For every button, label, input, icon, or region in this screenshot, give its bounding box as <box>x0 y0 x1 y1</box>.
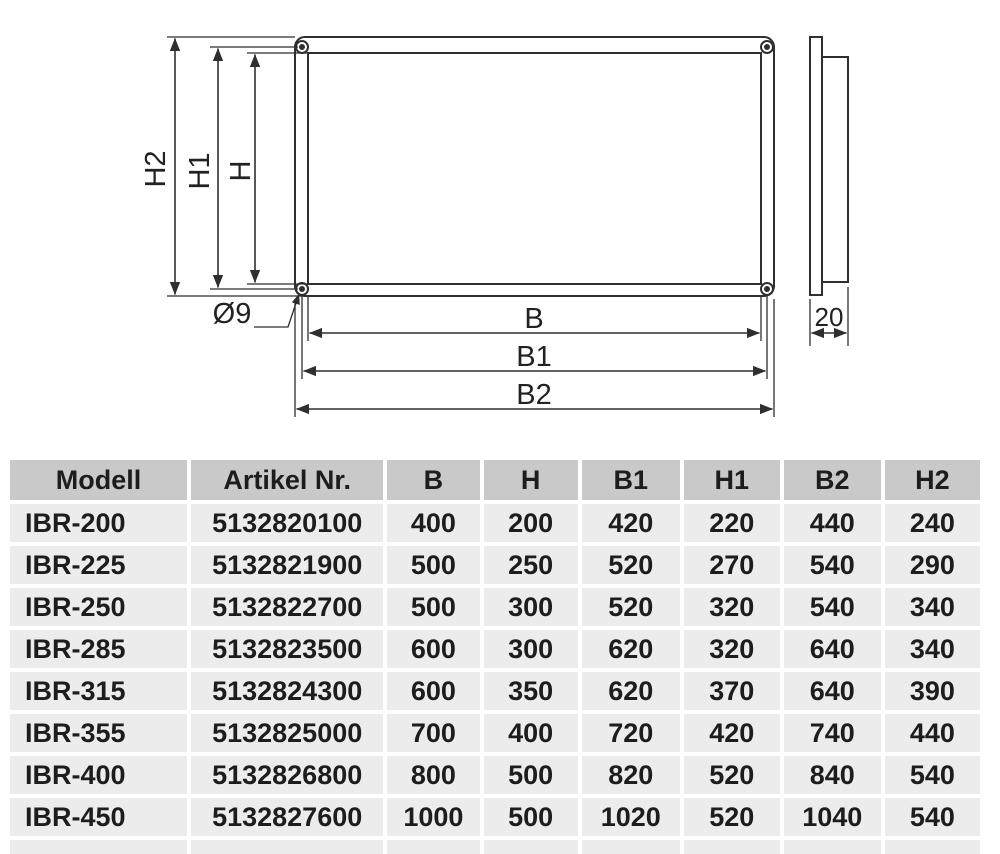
value-cell: 240 <box>885 504 980 542</box>
value-cell: 320 <box>684 630 780 668</box>
value-cell: 720 <box>582 714 680 752</box>
value-cell: 640 <box>784 672 881 710</box>
value-cell: 5132822700 <box>191 588 383 626</box>
table-row <box>10 630 980 668</box>
clipped-row-cell <box>885 840 980 854</box>
hole-top-right-center <box>764 44 770 50</box>
table-row <box>10 546 980 584</box>
value-cell: 820 <box>582 756 680 794</box>
table-header-row <box>10 460 980 500</box>
model-cell: IBR-200 <box>10 504 187 542</box>
value-cell: 540 <box>784 546 881 584</box>
dim-label-b2: B2 <box>516 379 552 411</box>
value-cell: 540 <box>885 756 980 794</box>
value-cell: 440 <box>784 504 881 542</box>
table-row <box>10 756 980 794</box>
clipped-row-cell <box>191 840 383 854</box>
corner-holes <box>296 41 773 295</box>
table-row <box>10 504 980 542</box>
value-cell: 250 <box>484 546 578 584</box>
value-cell: 620 <box>582 630 680 668</box>
front-view-inner-panel <box>308 53 761 284</box>
clipped-row <box>10 840 980 854</box>
value-cell: 1020 <box>582 798 680 836</box>
height-dimensions <box>140 37 308 296</box>
value-cell: 840 <box>784 756 881 794</box>
value-cell: 500 <box>387 546 479 584</box>
value-cell: 540 <box>885 798 980 836</box>
value-cell: 200 <box>484 504 578 542</box>
value-cell: 420 <box>582 504 680 542</box>
front-view <box>295 37 774 296</box>
hole-callout <box>213 294 299 330</box>
value-cell: 390 <box>885 672 980 710</box>
hole-diameter-label: Ø9 <box>212 298 252 330</box>
hole-bottom-left-center <box>299 286 305 292</box>
value-cell: 300 <box>484 588 578 626</box>
value-cell: 320 <box>684 588 780 626</box>
value-cell: 5132821900 <box>191 546 383 584</box>
spec-table-container <box>6 456 984 854</box>
dim-label-b1: B1 <box>516 341 552 373</box>
model-cell: IBR-355 <box>10 714 187 752</box>
dim-label-h1: H1 <box>184 152 216 190</box>
clipped-row-cell <box>582 840 680 854</box>
col-header-h1: H1 <box>684 460 780 500</box>
clipped-row-cell <box>387 840 479 854</box>
table-row <box>10 798 980 836</box>
value-cell: 400 <box>484 714 578 752</box>
table-row <box>10 714 980 752</box>
value-cell: 700 <box>387 714 479 752</box>
model-cell: IBR-400 <box>10 756 187 794</box>
dim-label-b: B <box>524 303 544 335</box>
side-view <box>810 37 848 346</box>
spec-table <box>6 456 984 854</box>
side-view-flange <box>810 37 822 295</box>
dim-label-h: H <box>225 160 257 182</box>
hole-callout-leader <box>254 294 299 327</box>
col-header-h2: H2 <box>885 460 980 500</box>
value-cell: 520 <box>582 588 680 626</box>
value-cell: 5132820100 <box>191 504 383 542</box>
value-cell: 270 <box>684 546 780 584</box>
col-header-b2: B2 <box>784 460 881 500</box>
value-cell: 300 <box>484 630 578 668</box>
value-cell: 540 <box>784 588 881 626</box>
model-cell: IBR-225 <box>10 546 187 584</box>
value-cell: 520 <box>684 756 780 794</box>
side-view-body <box>822 57 848 282</box>
col-header-b: B <box>387 460 479 500</box>
model-cell: IBR-315 <box>10 672 187 710</box>
value-cell: 5132826800 <box>191 756 383 794</box>
front-view-outline <box>295 37 774 296</box>
value-cell: 500 <box>484 798 578 836</box>
model-cell: IBR-285 <box>10 630 187 668</box>
col-header-artikelnr: Artikel Nr. <box>191 460 383 500</box>
value-cell: 290 <box>885 546 980 584</box>
value-cell: 520 <box>684 798 780 836</box>
value-cell: 5132823500 <box>191 630 383 668</box>
table-row <box>10 672 980 710</box>
col-header-b1: B1 <box>582 460 680 500</box>
width-dimensions <box>295 296 774 417</box>
col-header-h: H <box>484 460 578 500</box>
model-cell: IBR-450 <box>10 798 187 836</box>
value-cell: 350 <box>484 672 578 710</box>
value-cell: 500 <box>484 756 578 794</box>
value-cell: 5132827600 <box>191 798 383 836</box>
value-cell: 340 <box>885 630 980 668</box>
col-header-modell: Modell <box>10 460 187 500</box>
value-cell: 740 <box>784 714 881 752</box>
value-cell: 1040 <box>784 798 881 836</box>
value-cell: 340 <box>885 588 980 626</box>
clipped-row-cell <box>684 840 780 854</box>
dim-label-h2: H2 <box>140 150 172 188</box>
value-cell: 440 <box>885 714 980 752</box>
dim-label-depth: 20 <box>814 302 844 332</box>
value-cell: 800 <box>387 756 479 794</box>
model-cell: IBR-250 <box>10 588 187 626</box>
value-cell: 620 <box>582 672 680 710</box>
hole-top-left-center <box>299 44 305 50</box>
value-cell: 500 <box>387 588 479 626</box>
table-row <box>10 588 980 626</box>
value-cell: 370 <box>684 672 780 710</box>
clipped-row-cell <box>784 840 881 854</box>
clipped-row-cell <box>484 840 578 854</box>
clipped-row-cell <box>10 840 187 854</box>
value-cell: 600 <box>387 672 479 710</box>
value-cell: 400 <box>387 504 479 542</box>
value-cell: 1000 <box>387 798 479 836</box>
hole-bottom-right-center <box>764 286 770 292</box>
value-cell: 640 <box>784 630 881 668</box>
value-cell: 600 <box>387 630 479 668</box>
value-cell: 220 <box>684 504 780 542</box>
value-cell: 5132825000 <box>191 714 383 752</box>
value-cell: 5132824300 <box>191 672 383 710</box>
value-cell: 420 <box>684 714 780 752</box>
value-cell: 520 <box>582 546 680 584</box>
